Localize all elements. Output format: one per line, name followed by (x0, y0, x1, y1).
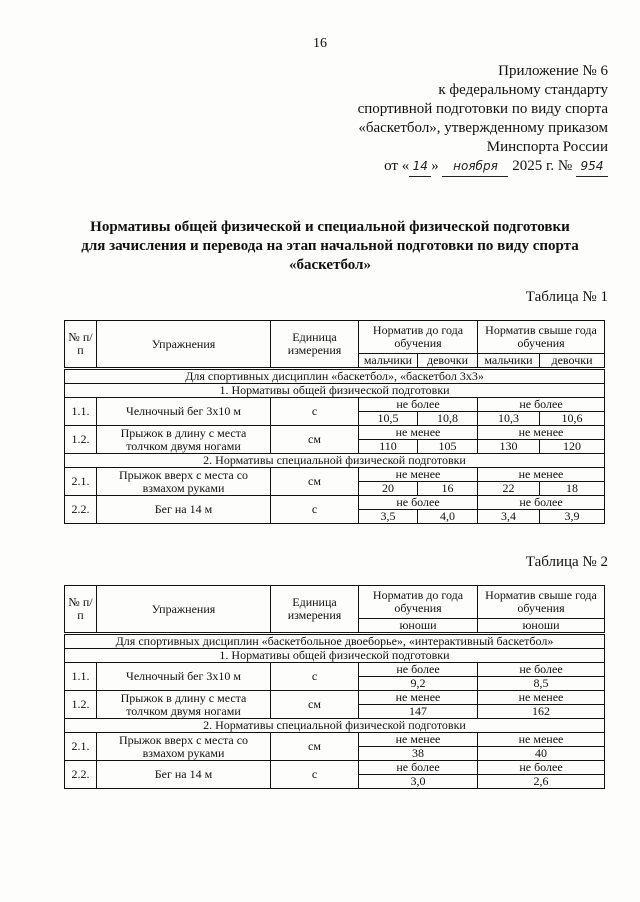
value-cell: 18 (540, 482, 605, 496)
section-row: 1. Нормативы общей физической подготовки (65, 649, 605, 663)
value-cell: 10,6 (540, 412, 605, 426)
row-unit: с (271, 398, 359, 426)
appendix-block (328, 62, 608, 177)
value-cell: 120 (540, 440, 605, 454)
appendix-line: Минспорта России (486, 139, 608, 155)
row-unit: с (271, 496, 359, 524)
value-cell: 20 (359, 482, 418, 496)
row-condition: не более (359, 398, 478, 412)
value-cell: 8,5 (478, 677, 605, 691)
appendix-line: «баскетбол», утвержденному приказом (358, 120, 608, 136)
header-after: Норматив свыше года обучения (478, 321, 605, 354)
row-condition: не более (478, 496, 605, 510)
row-condition: не более (359, 496, 478, 510)
header-girls: девочки (418, 354, 478, 369)
row-condition: не более (478, 398, 605, 412)
header-num: № п/п (65, 586, 97, 634)
value-cell: 22 (478, 482, 540, 496)
header-num: № п/п (65, 321, 97, 369)
row-condition: не более (478, 761, 605, 775)
section-row: 2. Нормативы специальной физической подготовки (65, 454, 605, 468)
value-cell: 3,0 (359, 775, 478, 789)
value-cell: 38 (359, 747, 478, 761)
value-cell: 10,5 (359, 412, 418, 426)
row-num: 1.2. (65, 691, 97, 719)
row-condition: не менее (359, 733, 478, 747)
row-num: 2.1. (65, 468, 97, 496)
header-girls: девочки (540, 354, 605, 369)
table2-label: Таблица № 2 (525, 554, 608, 570)
row-exercise: Прыжок в длину с места толчком двумя ногами (97, 691, 271, 719)
row-exercise: Челночный бег 3x10 м (97, 663, 271, 691)
value-cell: 130 (478, 440, 540, 454)
section-row: 2. Нормативы специальной физической подготовки (65, 719, 605, 733)
row-unit: с (271, 761, 359, 789)
row-condition: не более (359, 761, 478, 775)
table2 (64, 585, 605, 789)
row-num: 2.2. (65, 761, 97, 789)
value-cell: 9,2 (359, 677, 478, 691)
row-condition: не менее (478, 691, 605, 705)
value-cell: 162 (478, 705, 605, 719)
header-juniors: юноши (359, 619, 478, 634)
row-exercise: Прыжок вверх с места со взмахом руками (97, 733, 271, 761)
value-cell: 3,5 (359, 510, 418, 524)
row-num: 2.1. (65, 733, 97, 761)
header-boys: мальчики (359, 354, 418, 369)
document-heading (40, 218, 620, 275)
heading-line: «баскетбол» (289, 257, 371, 273)
header-unit: Единица измерения (271, 321, 359, 369)
value-cell: 110 (359, 440, 418, 454)
appendix-line: к федеральному стандарту (438, 82, 608, 98)
row-unit: см (271, 426, 359, 454)
row-num: 1.1. (65, 663, 97, 691)
appendix-title: Приложение № 6 (498, 63, 608, 79)
row-condition: не менее (478, 468, 605, 482)
row-condition: не менее (359, 426, 478, 440)
date-year: 2025 г. № (512, 158, 573, 174)
value-cell: 3,4 (478, 510, 540, 524)
row-condition: не более (478, 663, 605, 677)
disciplines-row: Для спортивных дисциплин «баскетбол», «баскетбол 3x3» (65, 369, 605, 384)
row-condition: не менее (478, 426, 605, 440)
header-exercise: Упражнения (97, 321, 271, 369)
header-boys: мальчики (478, 354, 540, 369)
appendix-line: спортивной подготовки по виду спорта (357, 101, 608, 117)
value-cell: 2,6 (478, 775, 605, 789)
value-cell: 10,8 (418, 412, 478, 426)
row-unit: см (271, 468, 359, 496)
header-juniors: юноши (478, 619, 605, 634)
date-month: ноября (442, 157, 508, 177)
row-condition: не менее (478, 733, 605, 747)
row-num: 1.2. (65, 426, 97, 454)
table1-label: Таблица № 1 (525, 289, 608, 305)
disciplines-row: Для спортивных дисциплин «баскетбольное двоеборье», «интерактивный баскетбол» (65, 634, 605, 649)
header-before: Норматив до года обучения (359, 321, 478, 354)
appendix-date-line (328, 157, 608, 177)
row-unit: см (271, 691, 359, 719)
row-exercise: Бег на 14 м (97, 496, 271, 524)
row-condition: не менее (359, 691, 478, 705)
page-number: 16 (313, 36, 327, 51)
value-cell: 4,0 (418, 510, 478, 524)
row-condition: не более (359, 663, 478, 677)
row-exercise: Челночный бег 3x10 м (97, 398, 271, 426)
value-cell: 147 (359, 705, 478, 719)
row-exercise: Прыжок в длину с места толчком двумя ногами (97, 426, 271, 454)
header-after: Норматив свыше года обучения (478, 586, 605, 619)
table1 (64, 320, 605, 524)
row-exercise: Прыжок вверх с места со взмахом руками (97, 468, 271, 496)
date-day: 14 (409, 157, 431, 177)
row-unit: с (271, 663, 359, 691)
row-exercise: Бег на 14 м (97, 761, 271, 789)
value-cell: 105 (418, 440, 478, 454)
row-num: 2.2. (65, 496, 97, 524)
order-number: 954 (576, 157, 608, 177)
date-quote: » (431, 158, 439, 174)
value-cell: 10,3 (478, 412, 540, 426)
value-cell: 16 (418, 482, 478, 496)
value-cell: 3,9 (540, 510, 605, 524)
heading-line: Нормативы общей физической и специальной физической подготовки (90, 219, 570, 235)
row-unit: см (271, 733, 359, 761)
heading-line: для зачисления и перевода на этап начальной подготовки по виду спорта (81, 238, 579, 254)
row-condition: не менее (359, 468, 478, 482)
row-num: 1.1. (65, 398, 97, 426)
value-cell: 40 (478, 747, 605, 761)
header-exercise: Упражнения (97, 586, 271, 634)
date-prefix: от « (384, 158, 410, 174)
header-unit: Единица измерения (271, 586, 359, 634)
header-before: Норматив до года обучения (359, 586, 478, 619)
section-row: 1. Нормативы общей физической подготовки (65, 384, 605, 398)
